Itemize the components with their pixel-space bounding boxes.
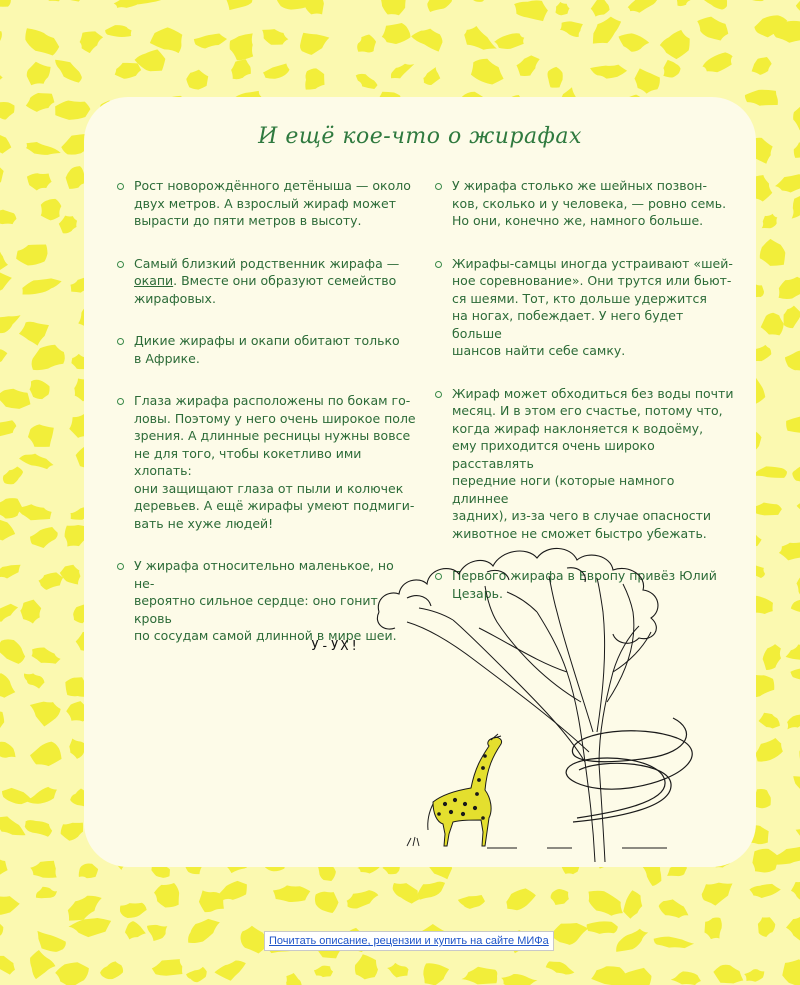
giraffe-spot xyxy=(501,973,538,985)
giraffe-spot xyxy=(758,212,781,232)
giraffe-spot xyxy=(418,957,452,985)
circle-bullet-icon xyxy=(435,183,442,190)
fact-text: Рост новорождённого детёныша — около двух метров. А взрослый жираф может вырасти до пяти метров в высоту. xyxy=(134,178,411,228)
giraffe-spot xyxy=(744,966,767,984)
giraffe-spot xyxy=(545,958,576,977)
giraffe-spot xyxy=(20,274,63,298)
page-title: И ещё кое-что о жирафах xyxy=(258,124,582,149)
giraffe-spot xyxy=(0,915,6,942)
giraffe-spot xyxy=(754,502,782,515)
giraffe-spot xyxy=(260,27,290,48)
giraffe-spot xyxy=(590,64,628,79)
giraffe-spot xyxy=(661,58,682,79)
circle-bullet-icon xyxy=(117,338,124,345)
giraffe-spot xyxy=(514,0,549,21)
giraffe-spot xyxy=(742,0,776,5)
giraffe-spot xyxy=(38,198,63,222)
giraffe-spot xyxy=(76,861,99,880)
giraffe-spot xyxy=(653,936,694,949)
giraffe-spot xyxy=(153,882,182,910)
giraffe-spot xyxy=(21,671,46,689)
fact-text: У жирафа относительно маленькое, но не- вероятно сильное сердце: оно гонит кровь по сосудам самой длинной в мире шеи. xyxy=(134,558,397,643)
giraffe-spot xyxy=(0,0,11,8)
giraffe-spot xyxy=(745,89,778,106)
giraffe-spot xyxy=(0,636,29,666)
giraffe-spot xyxy=(27,173,52,191)
giraffe-spot xyxy=(701,0,729,11)
giraffe-spot xyxy=(0,668,20,704)
giraffe-spot xyxy=(273,883,312,904)
giraffe-spot xyxy=(28,739,64,771)
giraffe-spot xyxy=(513,51,540,80)
giraffe-spot xyxy=(0,27,3,50)
giraffe-spot xyxy=(656,895,691,923)
giraffe-spot xyxy=(793,368,800,408)
giraffe-spot xyxy=(0,738,19,763)
giraffe-spot xyxy=(0,160,6,187)
giraffe-spot xyxy=(773,169,800,197)
giraffe-spot xyxy=(151,957,184,979)
giraffe-spot xyxy=(0,64,3,89)
giraffe-spot xyxy=(114,62,142,80)
giraffe-spot xyxy=(296,25,333,57)
giraffe-spot xyxy=(760,642,785,673)
giraffe-spot xyxy=(0,126,14,156)
giraffe-spot xyxy=(583,885,628,921)
fact-text-part: . Вместе они образуют семейство жирафовых. xyxy=(134,273,397,306)
giraffe-spot xyxy=(0,209,17,226)
giraffe-spot xyxy=(750,56,773,76)
giraffe-spot xyxy=(389,878,423,905)
giraffe-spot xyxy=(54,958,93,985)
fact-item xyxy=(434,385,734,543)
giraffe-spot xyxy=(589,0,613,20)
giraffe-spot xyxy=(34,885,57,900)
giraffe-spot xyxy=(423,0,455,15)
giraffe-spot xyxy=(313,890,339,914)
giraffe-spot xyxy=(559,19,583,37)
giraffe-spot xyxy=(183,66,211,94)
giraffe-spot xyxy=(795,575,800,600)
giraffe-spot xyxy=(586,921,618,934)
fact-item xyxy=(116,177,416,230)
giraffe-spot xyxy=(25,140,62,159)
giraffe-spot xyxy=(797,62,800,95)
fact-text: Первого жирафа в Европу привёз Юлий Цезарь. xyxy=(452,568,717,601)
giraffe-spot xyxy=(701,49,736,77)
giraffe-spot xyxy=(410,23,446,51)
giraffe-spot xyxy=(30,645,62,667)
giraffe-spot xyxy=(77,27,107,55)
footer-buy-link[interactable]: Почитать описание, рецензии и купить на сайте МИФа xyxy=(264,931,554,951)
tree-canopy xyxy=(377,548,658,643)
giraffe-spot xyxy=(357,0,384,1)
circle-bullet-icon xyxy=(435,261,442,268)
giraffe-spot xyxy=(0,517,17,544)
giraffe-spot xyxy=(794,827,800,844)
giraffe-spot xyxy=(0,786,33,806)
giraffe-spot xyxy=(791,139,800,162)
giraffe-spot xyxy=(345,888,381,911)
giraffe-spot xyxy=(57,0,84,4)
giraffe-spot xyxy=(302,0,324,15)
giraffe-spot xyxy=(493,31,526,53)
circle-bullet-icon xyxy=(117,183,124,190)
giraffe-spot xyxy=(548,916,591,950)
giraffe-spot xyxy=(214,957,250,985)
tree-and-giraffe-illustration xyxy=(367,532,707,862)
giraffe-spot xyxy=(414,875,448,903)
giraffe-spot xyxy=(704,917,722,940)
giraffe-spot xyxy=(26,93,55,113)
giraffe-spot xyxy=(387,962,409,978)
giraffe-spot xyxy=(262,63,291,81)
giraffe-spot xyxy=(0,265,16,302)
giraffe-spot xyxy=(778,955,800,985)
giraffe-spot xyxy=(760,311,786,336)
giraffe-spot xyxy=(760,239,786,266)
giraffe-spot xyxy=(30,700,63,728)
giraffe-spot xyxy=(353,72,379,91)
giraffe-spot xyxy=(58,561,84,585)
exclamation-text: У-УХ! xyxy=(311,639,361,654)
giraffe-spot xyxy=(23,818,53,838)
giraffe-spot xyxy=(355,954,378,980)
circle-bullet-icon xyxy=(117,563,124,570)
giraffe-spot xyxy=(0,343,10,371)
giraffe-spot xyxy=(195,883,228,917)
giraffe-spot xyxy=(28,525,60,550)
giraffe-spot xyxy=(37,0,68,3)
giraffe-spot xyxy=(182,914,224,947)
giraffe-spot xyxy=(710,960,746,985)
fact-item xyxy=(434,255,734,360)
giraffe-spot xyxy=(0,709,4,732)
giraffe-spot xyxy=(544,65,565,90)
giraffe-spot xyxy=(790,463,800,485)
fact-item xyxy=(116,255,416,308)
tongue-ribbon xyxy=(566,718,692,822)
giraffe-spot xyxy=(149,24,185,53)
giraffe-spot xyxy=(16,314,55,351)
giraffe-spot xyxy=(26,423,54,450)
giraffe-spot xyxy=(0,420,17,438)
giraffe-spot xyxy=(105,24,132,39)
giraffe-spot xyxy=(785,412,800,435)
giraffe-spot xyxy=(784,350,800,373)
giraffe-spot xyxy=(667,0,695,9)
giraffe-spot xyxy=(30,860,57,880)
giraffe-spot xyxy=(0,465,25,487)
giraffe-spot xyxy=(469,55,508,88)
giraffe-spot xyxy=(786,191,800,223)
fact-text: Жираф может обходиться без воды почти месяц. И в этом его счастье, потому что, когда жираф наклоняется к водоёму, ему приходится очень широко расставлять передние ноги (которые намного длиннее задних), из-за чего в случае опасности животное не сможет быстро убежать. xyxy=(452,385,734,541)
giraffe-spot xyxy=(18,450,55,471)
okapi-link[interactable]: окапи xyxy=(134,273,174,288)
giraffe-spot xyxy=(626,0,662,16)
giraffe-spot xyxy=(194,33,228,50)
giraffe-spot xyxy=(694,14,731,42)
giraffe-spot xyxy=(24,784,60,810)
giraffe-spot xyxy=(145,923,168,943)
giraffe-spot xyxy=(282,971,304,985)
giraffe-spot xyxy=(549,887,570,907)
giraffe-spot xyxy=(785,644,800,660)
giraffe-spot xyxy=(756,915,778,938)
giraffe-spot xyxy=(751,735,786,766)
giraffe-spot xyxy=(790,773,800,794)
giraffe-spot xyxy=(612,926,652,955)
giraffe-spot xyxy=(779,542,800,561)
giraffe-spot xyxy=(388,60,417,82)
giraffe-spot xyxy=(795,496,800,518)
giraffe-spot xyxy=(16,596,45,626)
giraffe-spot xyxy=(586,13,627,49)
giraffe-spot xyxy=(227,57,253,81)
fact-text-part: Самый близкий родственник жирафа — xyxy=(134,255,400,271)
giraffe-spot xyxy=(0,247,9,276)
giraffe-spot xyxy=(27,341,68,375)
circle-bullet-icon xyxy=(117,261,124,268)
giraffe-illustration xyxy=(428,734,502,846)
giraffe-spot xyxy=(698,874,738,909)
giraffe-spot xyxy=(503,886,539,913)
giraffe-spot xyxy=(0,96,18,123)
giraffe-spot xyxy=(50,56,86,84)
giraffe-spot xyxy=(790,667,800,681)
giraffe-spot xyxy=(461,966,497,985)
giraffe-spot xyxy=(749,883,781,900)
fact-text: Глаза жирафа расположены по бокам го- ловы. Поэтому у него очень широкое поле зрения. А длинные ресницы нужны вовсе не для того, чтобы кокетливо ими хлопать: они защищают глаза от пыли и колючек деревьев. А ещё жирафы умеют подмиги- вать не хуже людей! xyxy=(134,393,416,531)
giraffe-spot xyxy=(0,892,21,916)
fact-text: Жирафы-самцы иногда устраивают «шей- ное соревнование». Они трутся или бьют- ся шеями. Тот, кто дольше удержится на ногах, побеждает. У него будет больше шансов найти себе самку. xyxy=(452,255,733,358)
giraffe-spot xyxy=(375,0,409,18)
giraffe-spot xyxy=(120,902,148,919)
giraffe-spot xyxy=(658,28,695,63)
giraffe-spot xyxy=(0,383,34,415)
circle-bullet-icon xyxy=(117,398,124,405)
giraffe-spot xyxy=(461,23,502,58)
giraffe-spot xyxy=(789,877,800,902)
giraffe-spot xyxy=(756,708,781,733)
giraffe-spot xyxy=(792,104,800,132)
giraffe-spot xyxy=(791,598,800,612)
fact-text: У жирафа столько же шейных позвон- ков, сколько и у человека, — ровно семь. Но они, конечно же, намного больше. xyxy=(452,178,727,228)
giraffe-spot xyxy=(773,271,800,303)
giraffe-spot xyxy=(21,27,62,59)
fact-item xyxy=(116,332,416,367)
giraffe-spot xyxy=(230,33,254,60)
giraffe-spot xyxy=(794,0,800,21)
giraffe-spot xyxy=(466,0,495,6)
giraffe-spot xyxy=(25,377,52,403)
giraffe-spot xyxy=(618,33,649,52)
giraffe-spot xyxy=(0,560,24,582)
fact-item xyxy=(116,392,416,532)
giraffe-spot xyxy=(98,959,125,983)
giraffe-spot xyxy=(784,913,800,946)
giraffe-spot xyxy=(55,100,91,121)
content-card xyxy=(84,97,756,867)
giraffe-spot xyxy=(784,711,800,731)
fact-text xyxy=(134,255,416,308)
giraffe-spot xyxy=(132,0,170,9)
circle-bullet-icon xyxy=(435,391,442,398)
giraffe-spot xyxy=(751,466,787,479)
giraffe-spot xyxy=(124,920,148,942)
giraffe-spot xyxy=(458,895,486,910)
fact-text: Дикие жирафы и окапи обитают только в Африке. xyxy=(134,333,400,366)
giraffe-spot xyxy=(354,33,378,56)
giraffe-spot xyxy=(670,970,702,985)
giraffe-spot xyxy=(0,951,18,976)
giraffe-spot xyxy=(420,67,442,87)
giraffe-spot xyxy=(0,850,10,887)
fact-item xyxy=(434,177,734,230)
giraffe-spot xyxy=(0,601,20,630)
giraffe-spot xyxy=(623,890,644,920)
giraffe-spot xyxy=(378,18,412,49)
giraffe-spot xyxy=(185,966,209,985)
giraffe-spot xyxy=(300,65,330,96)
giraffe-spot xyxy=(16,244,48,266)
giraffe-spot xyxy=(555,1,570,15)
giraffe-spot xyxy=(28,949,57,981)
giraffe-spot xyxy=(221,0,257,13)
giraffe-spot xyxy=(60,820,84,843)
giraffe-spot xyxy=(25,60,52,88)
giraffe-spot xyxy=(314,965,334,978)
giraffe-spot xyxy=(632,64,663,96)
